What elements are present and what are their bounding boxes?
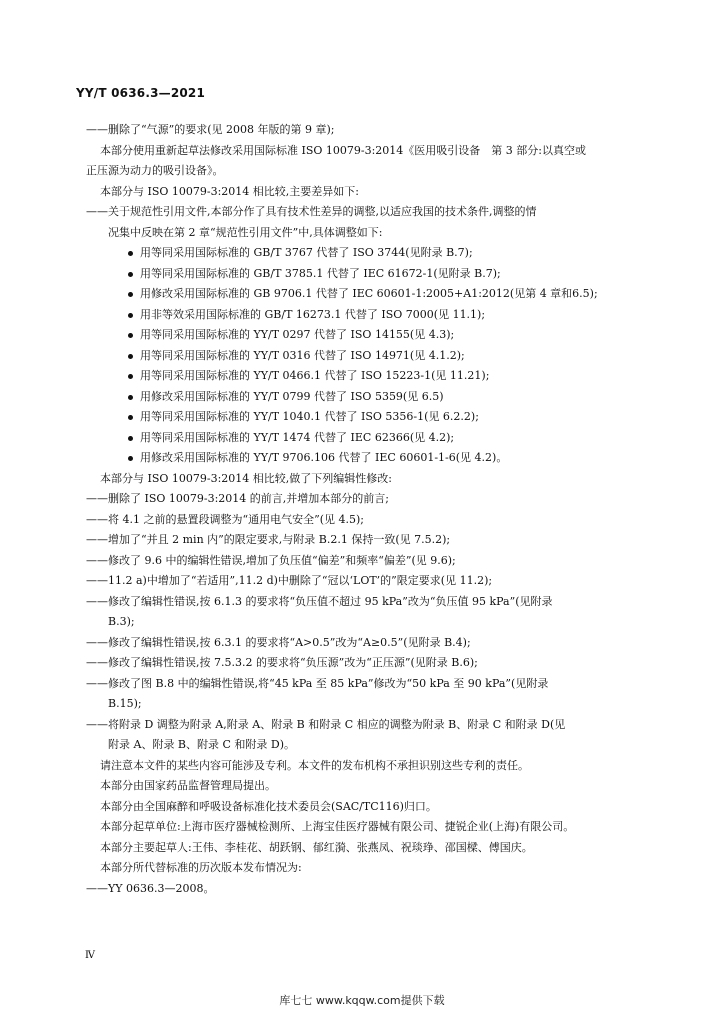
text-line: ——修改了编辑性错误,按 6.3.1 的要求将“A>0.5”改为“A≥0.5”(见附录 B.4); [86, 635, 471, 649]
page-number: Ⅳ [85, 950, 95, 961]
bullet-text: 用非等效采用国际标准的 GB/T 16273.1 代替了 ISO 7000(见 11.1); [140, 307, 486, 321]
text-line: 本部分由国家药品监督管理局提出。 [100, 779, 276, 792]
bullet-item [86, 243, 652, 264]
document-code-header: YY/T 0636.3—2021 [76, 86, 206, 100]
bullet-item [86, 387, 652, 408]
text-line: 本部分起草单位:上海市医疗器械检测所、上海宝佳医疗器械有限公司、捷锐企业(上海)有限公司。 [100, 820, 575, 833]
text-line: ——将 4.1 之前的悬置段调整为“通用电气安全”(见 4.5); [86, 512, 365, 526]
bullet-item [86, 346, 652, 367]
text-line: ——删除了 ISO 10079-3:2014 的前言,并增加本部分的前言; [86, 492, 389, 505]
bullet-text: 用修改采用国际标准的 GB 9706.1 代替了 IEC 60601-1:2005+A1:2012(见第 4 章和6.5); [140, 287, 598, 300]
text-line: 请注意本文件的某些内容可能涉及专利。本文件的发布机构不承担识别这些专利的责任。 [100, 758, 529, 772]
text-line: B.15); [108, 697, 142, 710]
text-line: 况集中反映在第 2 章“规范性引用文件”中,具体调整如下: [108, 225, 383, 239]
bullet-text: 用等同采用国际标准的 GB/T 3767 代替了 ISO 3744(见附录 B.7); [140, 246, 473, 259]
text-line: ——将附录 D 调整为附录 A,附录 A、附录 B 和附录 C 相应的调整为附录 B、附录 C 和附录 D(见 [86, 717, 566, 731]
text-line: ——删除了“气源”的要求(见 2008 年版的第 9 章); [86, 123, 335, 136]
bullet-text: 用等同采用国际标准的 YY/T 1474 代替了 IEC 62366(见 4.2); [140, 430, 455, 444]
text-line: ——修改了编辑性错误,按 7.5.3.2 的要求将“负压源”改为“正压源”(见附录 B.6); [86, 656, 478, 669]
bullet-text: 用等同采用国际标准的 YY/T 0297 代替了 ISO 14155(见 4.3); [140, 328, 455, 341]
bullet-item [86, 366, 652, 387]
text-line: ——修改了图 B.8 中的编辑性错误,将“45 kPa 至 85 kPa”修改为“50 kPa 至 90 kPa”(见附录 [86, 676, 549, 690]
bullet-item [86, 305, 652, 326]
text-line: ——修改了编辑性错误,按 6.1.3 的要求将“负压值不超过 95 kPa”改为“负压值 95 kPa”(见附录 [86, 594, 553, 608]
bullet-text: 用等同采用国际标准的 YY/T 0316 代替了 ISO 14971(见 4.1.2); [140, 348, 465, 362]
text-line: B.3); [108, 615, 135, 628]
text-line: 本部分与 ISO 10079-3:2014 相比较,做了下列编辑性修改: [100, 471, 392, 485]
text-line: ——增加了“并且 2 min 内”的限定要求,与附录 B.2.1 保持一致(见 7.5.2); [86, 533, 451, 546]
bullet-item [86, 448, 652, 469]
bullet-text: 用修改采用国际标准的 YY/T 0799 代替了 ISO 5359(见 6.5) [140, 389, 444, 403]
bullet-item [86, 407, 652, 428]
download-footer: 库七七 www.kqqw.com提供下载 [279, 994, 445, 1007]
bullet-item [86, 284, 652, 305]
text-line: ——YY 0636.3—2008。 [86, 881, 215, 895]
text-line: ——关于规范性引用文件,本部分作了具有技术性差异的调整,以适应我国的技术条件,调整的情 [86, 205, 537, 218]
text-line: 本部分主要起草人:王伟、李桂花、胡跃钢、郁红漪、张燕凤、祝琰琤、邵国樑、傅国庆。 [100, 840, 533, 854]
bullet-text: 用等同采用国际标准的 GB/T 3785.1 代替了 IEC 61672-1(见附录 B.7); [140, 266, 501, 280]
bullet-text: 用修改采用国际标准的 YY/T 9706.106 代替了 IEC 60601-1-6(见 4.2)。 [140, 451, 508, 464]
bullet-text: 用等同采用国际标准的 YY/T 0466.1 代替了 ISO 15223-1(见 11.21); [140, 369, 490, 382]
text-line: 本部分由全国麻醉和呼吸设备标准化技术委员会(SAC/TC116)归口。 [100, 799, 437, 813]
text-line: ——11.2 a)中增加了“若适用”,11.2 d)中删除了“冠以‘LOT’的”限定要求(见 11.2); [86, 574, 493, 587]
text-line: 本部分与 ISO 10079-3:2014 相比较,主要差异如下: [100, 184, 359, 198]
text-line: 本部分使用重新起草法修改采用国际标准 ISO 10079-3:2014《医用吸引设备 第 3 部分:以真空或 [100, 143, 586, 157]
text-line: 附录 A、附录 B、附录 C 和附录 D)。 [108, 738, 296, 751]
bullet-item [86, 325, 652, 346]
bullet-item [86, 264, 652, 285]
document-body [86, 120, 652, 899]
bullet-item [86, 428, 652, 449]
bullet-text: 用等同采用国际标准的 YY/T 1040.1 代替了 ISO 5356-1(见 6.2.2); [140, 410, 479, 423]
text-line: 本部分所代替标准的历次版本发布情况为: [100, 861, 302, 874]
text-line: 正压源为动力的吸引设备》。 [86, 164, 224, 177]
text-line: ——修改了 9.6 中的编辑性错误,增加了负压值“偏差”和频率“偏差”(见 9.6); [86, 553, 456, 567]
